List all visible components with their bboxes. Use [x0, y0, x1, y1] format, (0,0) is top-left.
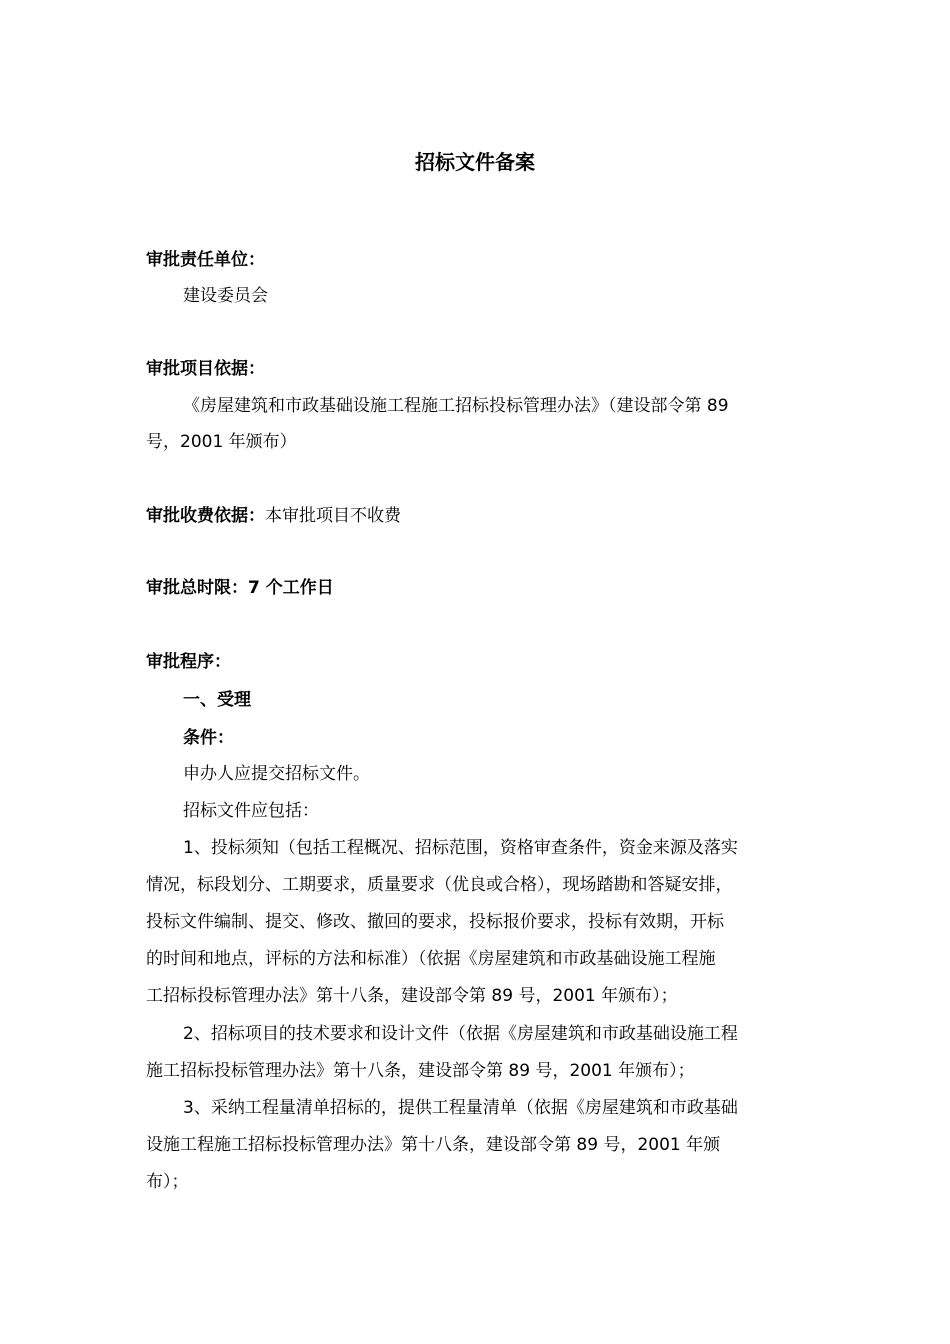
responsible-unit-label: 审批责任单位： [146, 250, 265, 270]
time-limit-row [146, 576, 334, 600]
item1-line-4: 的时间和地点，评标的方法和标准）（依据《房屋建筑和市政基础设施工程施 [146, 949, 716, 969]
document-title: 招标文件备案 [415, 150, 535, 174]
time-limit-value: 7 个工作日 [248, 578, 334, 598]
fee-value: 本审批项目不收费 [265, 506, 401, 526]
basis-line-1: 《房屋建筑和市政基础设施工程施工招标投标管理办法》（建设部令第 89 [183, 396, 729, 416]
item1-line-2: 情况，标段划分、工期要求，质量要求（优良或合格），现场踏勘和答疑安排， [146, 875, 733, 895]
fee-row [146, 504, 401, 528]
applicant-line: 申办人应提交招标文件。 [183, 764, 370, 784]
fee-label: 审批收费依据： [146, 506, 265, 526]
includes-line: 招标文件应包括： [183, 801, 319, 821]
item1-line-1: 1、投标须知（包括工程概况、招标范围，资格审查条件，资金来源及落实 [183, 838, 738, 858]
item1-line-5: 工招标投标管理办法》第十八条，建设部令第 89 号，2001 年颁布）； [146, 986, 678, 1006]
procedure-label: 审批程序： [146, 652, 231, 672]
item2-line-2: 施工招标投标管理办法》第十八条，建设部令第 89 号，2001 年颁布）； [146, 1061, 695, 1081]
item1-line-3: 投标文件编制、提交、修改、撤回的要求，投标报价要求，投标有效期，开标 [146, 912, 724, 932]
item3-line-1: 3、采纳工程量清单招标的，提供工程量清单（依据《房屋建筑和市政基础 [183, 1098, 738, 1118]
procedure-step: 一、受理 [183, 690, 251, 710]
basis-label: 审批项目依据： [146, 359, 265, 379]
item2-line-1: 2、招标项目的技术要求和设计文件（依据《房屋建筑和市政基础设施工程 [183, 1024, 738, 1044]
time-limit-label: 审批总时限： [146, 578, 248, 598]
basis-line-2: 号，2001 年颁布） [146, 432, 297, 452]
item3-line-2: 设施工程施工招标投标管理办法》第十八条，建设部令第 89 号，2001 年颁 [146, 1135, 721, 1155]
responsible-unit-value: 建设委员会 [183, 286, 268, 306]
item3-line-3: 布）； [146, 1172, 189, 1192]
conditions-label: 条件： [183, 728, 234, 748]
